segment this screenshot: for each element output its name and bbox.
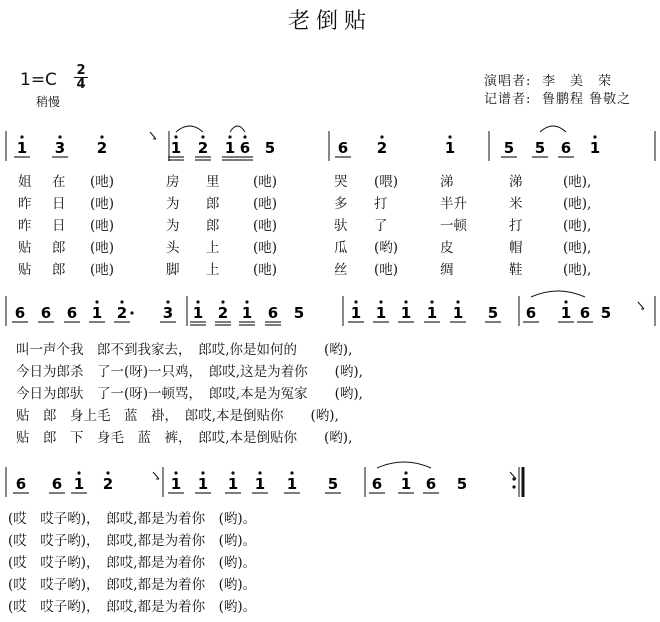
note: 1 [254, 475, 266, 493]
octave-dot [120, 300, 123, 303]
lyric-line: (哎 哎子哟)， 郎哎,都是为着你 (哟)。 [8, 511, 257, 527]
note: 5 [293, 304, 305, 322]
lyric-line: 驮 [334, 218, 348, 234]
lyric-line: 昨 [18, 218, 32, 234]
note: 5 [503, 139, 515, 157]
note: 1 [589, 139, 601, 157]
note: 2 [376, 139, 388, 157]
lyric-line: 姐 [18, 174, 32, 190]
lyric-line: 了 [374, 218, 388, 234]
lyric-line: (哎 哎子哟)， 郎哎,都是为着你 (哟)。 [8, 533, 257, 549]
note: 1 [224, 139, 236, 157]
octave-dot [166, 300, 169, 303]
note: 6 [40, 304, 52, 322]
octave-dot [564, 300, 567, 303]
lyric-line: 郎 [52, 262, 66, 278]
octave-dot [228, 135, 231, 138]
lyric-line: 今日为郎驮 了一(呀)一顿骂， 郎哎,本是为冤家 (哟), [16, 386, 363, 402]
slur [176, 126, 203, 132]
lyric-line: 为 [166, 196, 180, 212]
octave-dot [430, 300, 433, 303]
lyric-line: (吔), [563, 262, 592, 278]
note: 6 [66, 304, 78, 322]
note: 6 [371, 475, 383, 493]
octave-dot [456, 300, 459, 303]
lyric-line: 一顿 [440, 218, 467, 234]
lyric-line: 今日为郎杀 了一(呀)一只鸡， 郎哎,这是为着你 (哟), [16, 364, 363, 380]
note: 5 [456, 475, 468, 493]
octave-dot [20, 135, 23, 138]
note: 6 [560, 139, 572, 157]
octave-dot [106, 471, 109, 474]
note: 1 [560, 304, 572, 322]
octave-dot [380, 135, 383, 138]
lyric-line: 涕 [440, 174, 454, 190]
octave-dot [77, 471, 80, 474]
slur [540, 126, 566, 132]
note: 1 [350, 304, 362, 322]
lyric-line: (吔), [563, 174, 592, 190]
octave-dot [100, 135, 103, 138]
octave-dot [404, 471, 407, 474]
note: 3 [162, 304, 174, 322]
lyric-line: (吔) [90, 262, 115, 278]
octave-dot [243, 135, 246, 138]
lyric-line: 在 [52, 174, 66, 190]
note: 2 [116, 304, 128, 322]
note: 2 [102, 475, 114, 493]
note: 1 [170, 475, 182, 493]
lyric-line: 上 [206, 240, 220, 256]
note: 1 [227, 475, 239, 493]
lyric-line: 打 [374, 196, 388, 212]
lyric-line: 日 [52, 218, 66, 234]
lyric-line: 为 [166, 218, 180, 234]
augmentation-dot [130, 311, 133, 314]
octave-dot [258, 471, 261, 474]
note: 1 [16, 139, 28, 157]
note: 6 [15, 475, 27, 493]
lyric-line: (哎 哎子哟)， 郎哎,都是为着你 (哟)。 [8, 599, 257, 615]
credit-label: 演唱者: [484, 74, 532, 89]
note: 3 [54, 139, 66, 157]
repeat-dot [512, 485, 515, 488]
lyric-line: (吔) [90, 174, 115, 190]
lyric-line: (吔) [253, 196, 278, 212]
note: 1 [241, 304, 253, 322]
breath-mark [638, 302, 644, 309]
lyric-line: 郎 [206, 218, 220, 234]
note: 6 [337, 139, 349, 157]
lyric-line: 郎 [206, 196, 220, 212]
octave-dot [221, 300, 224, 303]
lyric-line: 丝 [334, 262, 348, 278]
lyric-line: 贴 郎 下 身毛 蓝 裤， 郎哎,本是倒贴你 (哟), [16, 430, 353, 446]
note: 2 [96, 139, 108, 157]
lyric-line: (吔), [563, 218, 592, 234]
credit-label: 记谱者: [484, 92, 532, 107]
note: 1 [400, 304, 412, 322]
note: 5 [534, 139, 546, 157]
note: 6 [51, 475, 63, 493]
lyric-line: 涕 [509, 174, 523, 190]
note: 6 [267, 304, 279, 322]
octave-dot [290, 471, 293, 474]
tempo-marking: 稍慢 [36, 95, 61, 109]
lyric-line: (吔) [374, 262, 399, 278]
octave-dot [404, 300, 407, 303]
octave-dot [448, 135, 451, 138]
octave-dot [593, 135, 596, 138]
lyric-line: 打 [509, 218, 523, 234]
lyric-line: 瓜 [334, 240, 348, 256]
lyric-line: 皮 [440, 240, 454, 256]
note: 1 [375, 304, 387, 322]
lyric-line: (吔) [253, 174, 278, 190]
lyric-line: 头 [166, 240, 180, 256]
lyric-line: (吔), [563, 240, 592, 256]
note: 5 [487, 304, 499, 322]
lyric-line: (哟) [374, 240, 399, 256]
lyric-line: 贴 [18, 240, 32, 256]
note: 2 [217, 304, 229, 322]
breath-mark [153, 472, 159, 479]
lyric-line: 里 [206, 174, 220, 190]
lyric-line: (吔) [253, 262, 278, 278]
octave-dot [196, 300, 199, 303]
lyric-line: 日 [52, 196, 66, 212]
note: 6 [239, 139, 251, 157]
note: 1 [400, 475, 412, 493]
note: 1 [444, 139, 456, 157]
lyric-line: (吔) [253, 240, 278, 256]
lyric-line: 脚 [166, 262, 180, 278]
note: 6 [14, 304, 26, 322]
note: 1 [286, 475, 298, 493]
lyric-line: (吔), [563, 196, 592, 212]
lyric-line: 叫一声个我 郎不到我家去， 郎哎,你是如何的 (哟), [16, 342, 353, 358]
lyric-line: (哎 哎子哟)， 郎哎,都是为着你 (哟)。 [8, 555, 257, 571]
lyric-line: 贴 [18, 262, 32, 278]
octave-dot [245, 300, 248, 303]
lyric-line: 半升 [440, 196, 467, 212]
lyric-line: 米 [509, 196, 523, 212]
note: 6 [525, 304, 537, 322]
repeat-dot [512, 477, 515, 480]
lyric-line: 帽 [509, 240, 523, 256]
lyric-line: (吔) [90, 240, 115, 256]
lyric-line: 昨 [18, 196, 32, 212]
credit-value: 鲁鹏程 鲁敬之 [542, 92, 632, 107]
octave-dot [174, 471, 177, 474]
note: 1 [170, 139, 182, 157]
lyric-line: (喂) [374, 174, 399, 190]
note: 1 [426, 304, 438, 322]
octave-dot [95, 300, 98, 303]
note: 5 [264, 139, 276, 157]
octave-dot [201, 135, 204, 138]
slur [531, 291, 585, 297]
lyric-line: 哭 [334, 174, 348, 190]
lyric-line: 多 [334, 196, 348, 212]
note: 1 [73, 475, 85, 493]
note: 2 [197, 139, 209, 157]
slur [377, 462, 431, 468]
key-signature: 1=C [20, 70, 57, 90]
note: 1 [91, 304, 103, 322]
lyric-line: 上 [206, 262, 220, 278]
note: 6 [579, 304, 591, 322]
octave-dot [354, 300, 357, 303]
note: 1 [192, 304, 204, 322]
octave-dot [231, 471, 234, 474]
lyric-line: (吔) [90, 196, 115, 212]
lyric-line: (吔) [90, 218, 115, 234]
note: 5 [600, 304, 612, 322]
note: 5 [327, 475, 339, 493]
breath-mark [150, 132, 156, 139]
octave-dot [379, 300, 382, 303]
slur [230, 126, 245, 132]
time-numerator: 2 [74, 64, 88, 78]
note: 1 [197, 475, 209, 493]
note: 6 [425, 475, 437, 493]
lyric-line: (哎 哎子哟)， 郎哎,都是为着你 (哟)。 [8, 577, 257, 593]
octave-dot [201, 471, 204, 474]
credit-value: 李 美 荣 [542, 74, 613, 89]
song-title: 老倒贴 [287, 9, 372, 34]
lyric-line: 郎 [52, 240, 66, 256]
lyric-line: (吔) [253, 218, 278, 234]
lyric-line: 贴 郎 身上毛 蓝 褂， 郎哎,本是倒贴你 (哟), [16, 408, 339, 424]
lyric-line: 绸 [440, 262, 454, 278]
octave-dot [174, 135, 177, 138]
note: 1 [452, 304, 464, 322]
octave-dot [58, 135, 61, 138]
lyric-line: 鞋 [509, 262, 523, 278]
time-denominator: 4 [76, 77, 86, 92]
lyric-line: 房 [166, 174, 180, 190]
